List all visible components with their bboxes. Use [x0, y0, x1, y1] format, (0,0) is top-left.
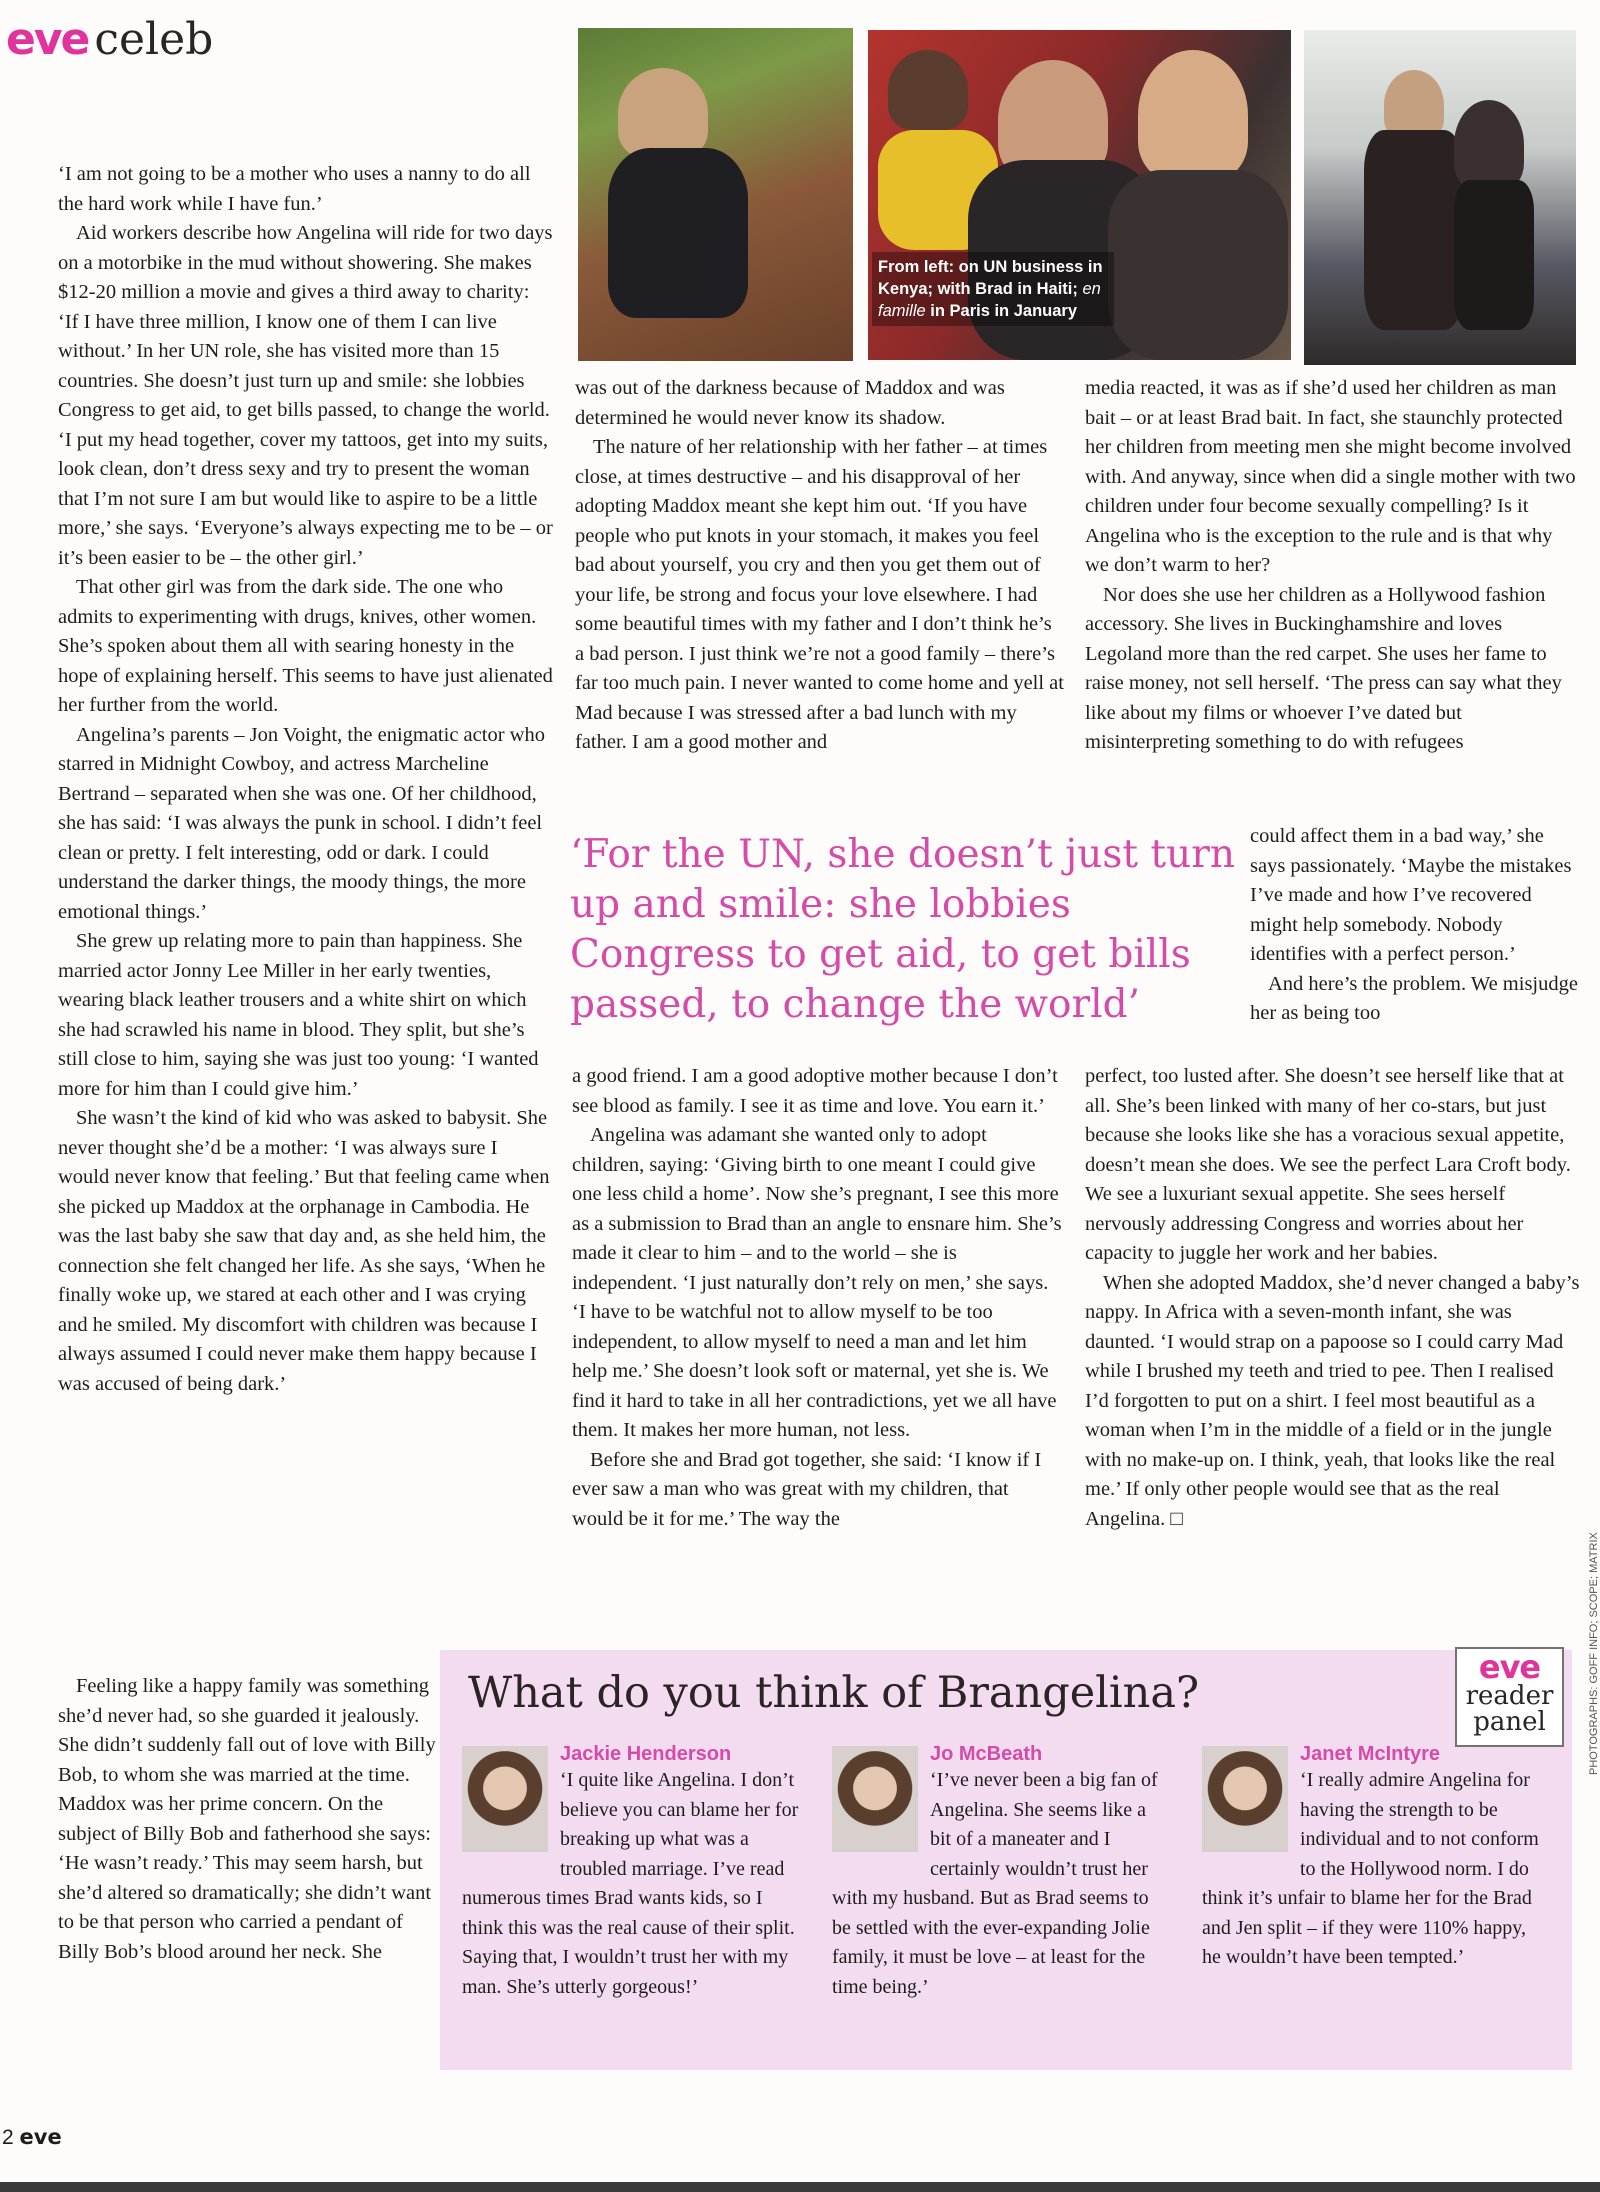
photo-kenya: [578, 28, 853, 361]
page-number: 2: [2, 2126, 14, 2149]
article-paragraph: Nor does she use her children as a Hollywood fashion accessory. She lives in Buckinghamshire and loves Legoland more than the red carpet. She uses her fame to raise money, not sell herself. ‘The press can say what they like about my films or whoever I’ve dated but misinterpreting something to do with refugees: [1085, 583, 1562, 753]
article-column-1: [58, 160, 553, 1399]
article-paragraph: Aid workers describe how Angelina will ride for two days on a motorbike in the mud without showering. She makes $12-20 million a movie and gives a third away to charity: ‘If I have three million, I know one of them I can live without.’ In her UN role, she has visited more than 15 countries. She doesn’t just turn up and smile: she lobbies Congress to get aid, to get bills passed, to change the world. ‘I put my head together, cover my tattoos, get into my suits, look clean, don’t dress sexy and try to present the woman that I’m not sure I am but would like to aspire to be a little more,’ she says. ‘Everyone’s always expecting me to be – or it’s been easier to be – the other girl.’: [58, 222, 553, 569]
article-column-3-wrap: [1250, 822, 1580, 1029]
page-folio: [2, 2125, 62, 2150]
avatar: [1202, 1746, 1288, 1852]
reader-text: ‘I quite like Angelina. I don’t believe you can blame her for breaking up what was a troubled marriage. I’ve read numerous times Brad wants kids, so I think this was the real cause of their split. Saying that, I wouldn’t trust her with my man. She’s utterly gorgeous!’: [462, 1769, 799, 1998]
article-paragraph: Feeling like a happy family was something she’d never had, so she guarded it jealously. She didn’t suddenly fall out of love with Billy Bob, to whom she was married at the time. Maddox was her prime concern. On the subject of Billy Bob and fatherhood she says: ‘He wasn’t ready.’ This may seem harsh, but she’d altered so dramatically; she didn’t want to be that person who carried a pendant of Billy Bob’s blood around her neck. She: [58, 1675, 436, 1963]
article-paragraph: perfect, too lusted after. She doesn’t see herself like that at all. She’s been linked with many of her co-stars, but just because she looks like she has a voracious sexual appetite, doesn’t mean she does. We see the perfect Lara Croft body. We see a luxuriant sexual appetite. She sees herself nervously addressing Congress and worries about her capacity to juggle her work and her babies.: [1085, 1065, 1571, 1264]
reader-panel-title: What do you think of Brangelina?: [468, 1668, 1200, 1718]
reader-name: Jo McBeath: [930, 1743, 1043, 1765]
badge-brand: eve: [1478, 1648, 1541, 1686]
article-paragraph: ‘I am not going to be a mother who uses a nanny to do all the hard work while I have fun.’: [58, 163, 531, 215]
article-paragraph: She grew up relating more to pain than happiness. She married actor Jonny Lee Miller in her early twenties, wearing black leather trousers and a white shirt on which she had scrawled his name in blood. They split, but she’s still close to him, saying she was just too young: ‘I wanted more for him than I could give him.’: [58, 930, 539, 1100]
reader-panel-badge: [1455, 1647, 1564, 1747]
reader-name: Janet McIntyre: [1300, 1743, 1441, 1765]
article-column-3-continued: [1085, 1062, 1580, 1534]
article-paragraph: The nature of her relationship with her father – at times close, at times destructive – and his disapproval of her adopting Maddox meant she kept him out. ‘If you have people who put knots in your stomach, it makes you feel bad about yourself, you cry and then you get them out of your life, be strong and focus your love elsewhere. I had some beautiful times with my father and I don’t think he’s a bad person. I just think we’re not a good family – there’s far too much pain. I never wanted to come home and yell at Mad because I was stressed after a bad lunch with my father. I am a good mother and: [575, 436, 1064, 753]
reader-comment: [462, 1742, 802, 2002]
article-paragraph: That other girl was from the dark side. The one who admits to experimenting with drugs, knives, other women. She’s spoken about them all with searing honesty in the hope of explaining herself. This seems to have just alienated her further from the world.: [58, 576, 553, 716]
avatar: [462, 1746, 548, 1852]
reader-text: ‘I really admire Angelina for having the strength to be individual and to not conform to the Hollywood norm. I do think it’s unfair to blame her for the Brad and Jen split – if they were 110% happy, he wouldn’t have been tempted.’: [1202, 1769, 1539, 1968]
reader-comment: [1202, 1742, 1542, 1973]
article-paragraph: could affect them in a bad way,’ she says passionately. ‘Maybe the mistakes I’ve made and how I’ve recovered might help somebody. Nobody identifies with a perfect person.’: [1250, 825, 1572, 965]
avatar: [832, 1746, 918, 1852]
article-paragraph: was out of the darkness because of Maddox and was determined he would never know its shadow.: [575, 377, 1005, 429]
badge-line-2: panel: [1473, 1707, 1546, 1737]
article-column-3: [1085, 374, 1580, 758]
article-paragraph: Before she and Brad got together, she said: ‘I know if I ever saw a man who was great with my children, that would be it for me.’ The way the: [572, 1448, 1042, 1530]
article-paragraph: media reacted, it was as if she’d used her children as man bait – or at least Brad bait. In fact, she staunchly protected her children from meeting men she might become involved with. And anyway, since when did a single mother with two children under four become sexually compelling? Is it Angelina who is the exception to the rule and is that why we don’t warm to her?: [1085, 377, 1576, 576]
pull-quote: ‘For the UN, she doesn’t just turn up and smile: she lobbies Congress to get aid, to get bills passed, to change the world’: [570, 832, 1235, 1027]
brand-logo: eve: [6, 14, 89, 65]
article-column-1-continued: [58, 1672, 438, 1967]
photo-credit: PHOTOGRAPHS: GOFF INFO; SCOPE; MATRIX: [1588, 1532, 1600, 1775]
folio-brand: eve: [19, 2125, 62, 2149]
page-edge: [0, 2182, 1600, 2192]
article-column-2-continued: [572, 1062, 1062, 1534]
article-paragraph: When she adopted Maddox, she’d never changed a baby’s nappy. In Africa with a seven-month infant, she was daunted. ‘I would strap on a papoose so I could carry Mad while I brushed my teeth and tried to pee. Then I realised I’d forgotten to put on a shirt. I feel most beautiful as a woman when I’m in the middle of a field or in the jungle with no make-up on. I think, yeah, that looks like the real me.’ If only other people would see that as the real Angelina. □: [1085, 1271, 1580, 1530]
photo-caption: From left: on UN business in Kenya; with Brad in Haiti; en famille in Paris in January: [872, 252, 1114, 326]
article-paragraph: And here’s the problem. We misjudge her as being too: [1250, 972, 1578, 1024]
article-paragraph: She wasn’t the kind of kid who was asked to babysit. She never thought she’d be a mother: ‘I was always sure I would never know that feeling.’ But that feeling came when she picked up Maddox at the orphanage in Cambodia. He was the last baby she saw that day and, as she held him, the connection she felt changed her life. As she says, ‘When he finally woke up, we stared at each other and I was crying and he smiled. My discomfort with children was because I always assumed I could never make them happy because I was accused of being dark.’: [58, 1107, 550, 1395]
article-paragraph: Angelina’s parents – Jon Voight, the enigmatic actor who starred in Midnight Cowboy, and actress Marcheline Bertrand – separated when she was one. Of her childhood, she has said: ‘I was always the punk in school. I didn’t feel clean or pretty. I felt interesting, odd or dark. I could understand the darker things, the moody things, the more emotional things.’: [58, 723, 545, 923]
section-title: celeb: [94, 14, 214, 65]
article-column-2: [575, 374, 1065, 758]
photo-paris: [1304, 30, 1576, 365]
masthead: [6, 14, 213, 65]
reader-text: ‘I’ve never been a big fan of Angelina. She seems like a bit of a maneater and I certainly wouldn’t trust her with my husband. But as Brad seems to be settled with the ever-expanding Jolie family, it must be love – at least for the time being.’: [832, 1769, 1158, 1998]
reader-name: Jackie Henderson: [560, 1743, 732, 1765]
reader-comment: [832, 1742, 1172, 2002]
article-paragraph: Angelina was adamant she wanted only to adopt children, saying: ‘Giving birth to one meant I could give one less child a home’. Now she’s pregnant, I see this more as a submission to Brad than an angle to ensnare him. She’s made it clear to him – and to the world – she is independent. ‘I just naturally don’t rely on men,’ she says. ‘I have to be watchful not to allow myself to be too independent, to allow myself to need a man and let him help me.’ She doesn’t look soft or maternal, yet she is. We find it hard to take in all her contradictions, yet we all have them. It makes her more human, not less.: [572, 1124, 1062, 1441]
article-paragraph: a good friend. I am a good adoptive mother because I don’t see blood as family. I see it as time and love. You earn it.’: [572, 1065, 1058, 1117]
badge-line-1: reader: [1465, 1681, 1554, 1711]
